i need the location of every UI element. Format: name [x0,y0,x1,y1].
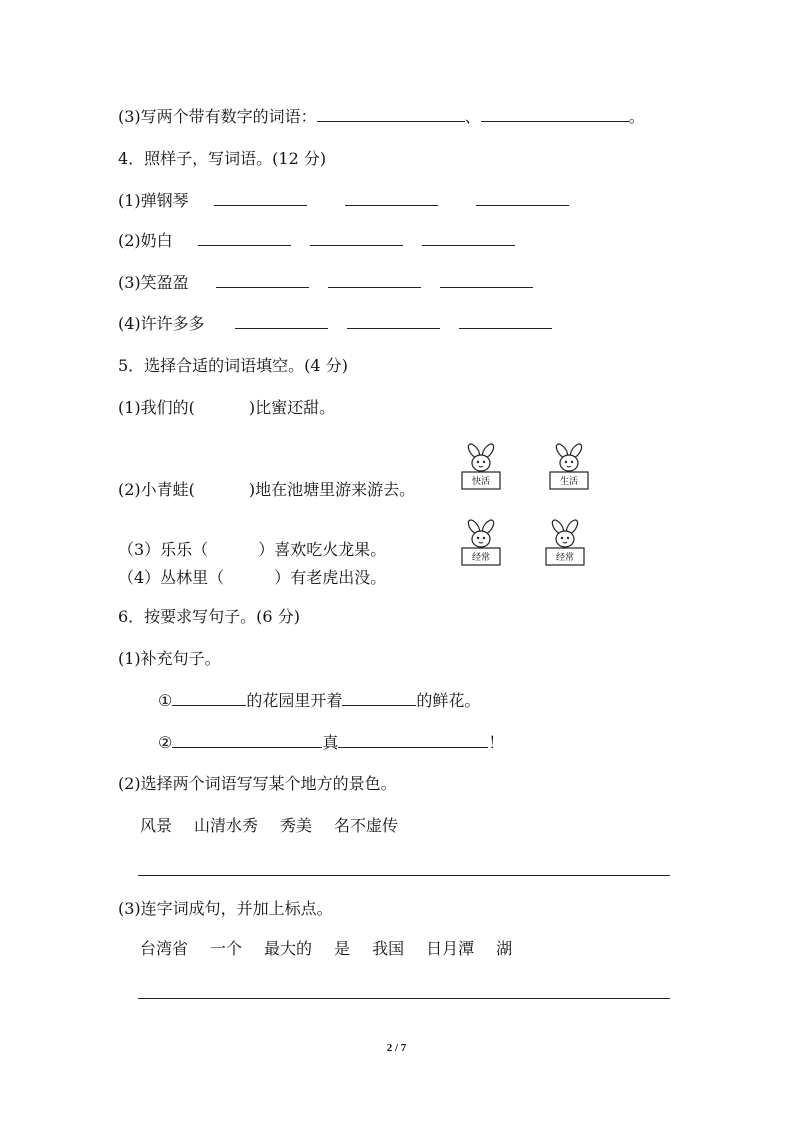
answer-blank[interactable] [342,690,416,706]
answer-line-1[interactable] [138,875,670,876]
q4-item-label: (2)奶白 [118,231,173,250]
q6-sub2: (2)选择两个词语写写某个地方的景色。 [118,774,397,793]
answer-blank[interactable] [216,272,309,288]
period: 。 [628,107,645,126]
answer-blank[interactable] [338,732,488,748]
rabbit-card-2 [544,442,594,492]
q5-item-after: ）有老虎出没。 [274,568,387,587]
word-item: 山清水秀 [194,816,259,835]
rabbit-icon [456,518,506,568]
answer-blank[interactable] [172,690,246,706]
q4-item-3 [118,272,533,294]
answer-blank[interactable] [328,272,421,288]
rabbit-card-word: 快活 [471,477,491,487]
q5-item-before: （4）丛林里（ [118,568,225,587]
q4-item-label: (1)弹钢琴 [118,191,189,210]
rabbit-card-3 [456,518,506,568]
q6-sub1: (1)补充句子。 [118,649,221,668]
q6-sentence-2 [158,732,504,754]
word-item: 台湾省 [140,939,189,958]
q6-sub3: (3)连字词成句，并加上标点。 [118,899,333,918]
rabbit-card-word: 生活 [559,477,579,487]
q4-item-label: (3)笑盈盈 [118,273,189,292]
q4-item-2 [118,230,515,252]
sentence-text: 真 [322,733,339,752]
rabbit-card-word: 经常 [555,553,575,563]
q5-item-after: )比蜜还甜。 [248,398,336,417]
q4-title: 4．照样子，写词语。(12 分) [118,149,327,168]
rabbit-icon [456,442,506,492]
q6-sentence-1 [158,690,480,712]
rabbit-card-1 [456,442,506,492]
answer-line-2[interactable] [138,998,670,999]
q6-title: 6．按要求写句子。(6 分) [118,607,300,626]
q5-item-3 [118,539,386,561]
word-item: 日月潭 [426,939,475,958]
q5-item-before: (1)我们的( [118,398,195,417]
q5-item-after: ）喜欢吃火龙果。 [258,540,387,559]
answer-blank[interactable] [235,313,328,329]
q4-item-label: (4)许许多多 [118,314,205,333]
q4-item-1 [118,190,569,212]
q5-item-after: )地在池塘里游来游去。 [248,480,416,499]
sentence-text: ！ [488,733,505,752]
answer-blank-1[interactable] [317,106,465,122]
q5-item-before: （3）乐乐（ [118,540,209,559]
rabbit-card-4 [540,518,590,568]
answer-blank-2[interactable] [481,106,629,122]
answer-blank[interactable] [198,230,291,246]
answer-blank[interactable] [459,313,552,329]
word-item: 风景 [140,816,173,835]
answer-blank[interactable] [310,230,403,246]
word-item: 是 [334,939,351,958]
answer-blank[interactable] [214,190,307,206]
word-item: 一个 [210,939,243,958]
q5-item-4 [118,567,386,589]
q6-word-list-1 [140,815,420,837]
word-item: 最大的 [264,939,313,958]
sentence-text: 的鲜花。 [416,691,481,710]
separator: 、 [464,107,481,126]
q5-item-1 [118,397,335,419]
q5-item-2 [118,479,415,501]
answer-blank[interactable] [422,230,515,246]
page-number: 2 / 7 [386,1042,407,1054]
q4-item-4 [118,313,552,335]
answer-blank[interactable] [476,190,569,206]
word-item: 秀美 [280,816,313,835]
q5-item-before: (2)小青蛙( [118,480,195,499]
q5-title: 5．选择合适的词语填空。(4 分) [118,356,348,375]
q3-3-line [118,106,645,128]
word-item: 我国 [372,939,405,958]
rabbit-icon [540,518,590,568]
item-number: ② [158,733,173,752]
answer-blank[interactable] [440,272,533,288]
word-item: 名不虚传 [334,816,399,835]
answer-blank[interactable] [347,313,440,329]
word-item: 湖 [496,939,513,958]
answer-blank[interactable] [345,190,438,206]
q6-word-list-2 [140,938,534,960]
item-number: ① [158,691,173,710]
answer-blank[interactable] [172,732,322,748]
sentence-text: 的花园里开着 [246,691,343,710]
q3-3-text: (3)写两个带有数字的词语： [118,107,317,126]
rabbit-card-word: 经常 [471,553,491,563]
rabbit-icon [544,442,594,492]
